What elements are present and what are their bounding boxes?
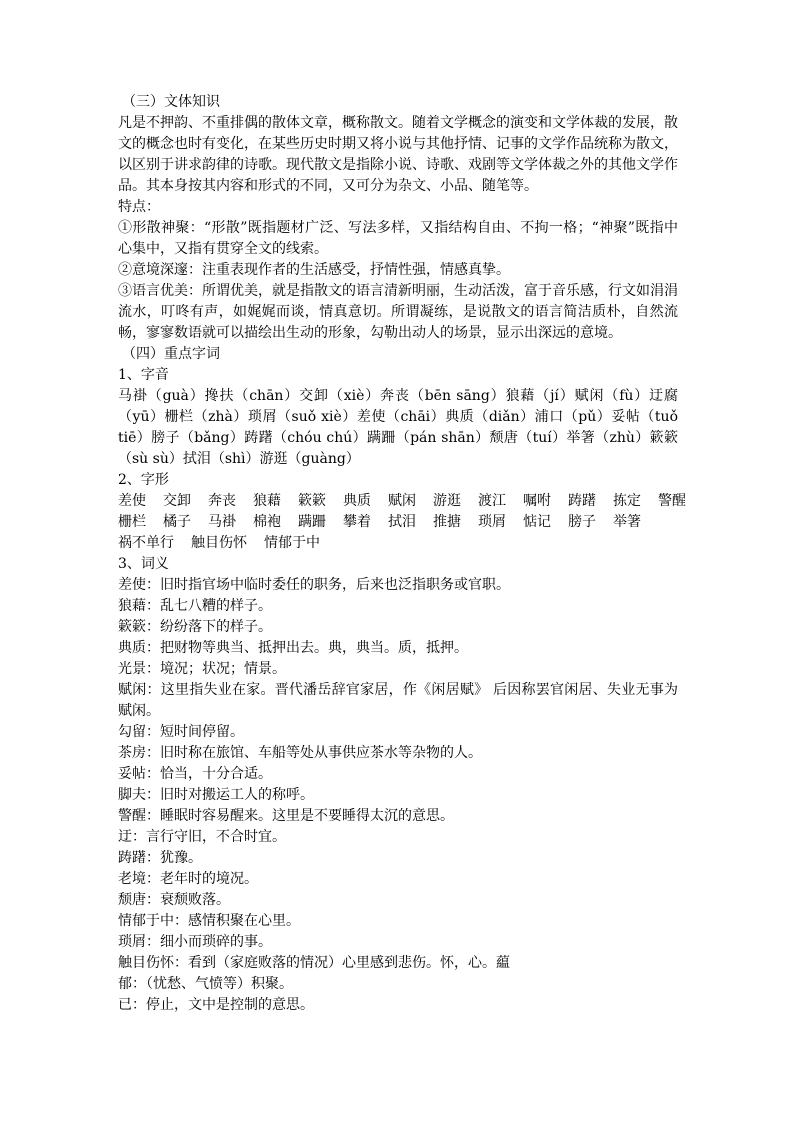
section-heading-genre: （三）文体知识 xyxy=(122,94,220,110)
character-word: 簌簌 xyxy=(298,493,326,509)
character-word: 蹒跚 xyxy=(298,514,326,530)
character-idiom: 祸不单行 xyxy=(118,535,174,551)
character-word: 狼藉 xyxy=(253,493,281,509)
feature-2: ②意境深邃：注重表现作者的生活感受，抒情性强，情感真挚。 xyxy=(118,262,510,278)
character-word: 栅栏 xyxy=(118,514,146,530)
character-word: 交卸 xyxy=(163,493,191,509)
character-idiom: 情郁于中 xyxy=(264,535,320,551)
meaning-item: 狼藉：乱七八糟的样子。 xyxy=(118,598,272,614)
meaning-item: 颓唐：衰颓败落。 xyxy=(118,892,230,908)
meaning-item: 典质：把财物等典当、抵押出去。典，典当。质，抵押。 xyxy=(118,640,468,656)
subheading-meanings: 3、词义 xyxy=(118,556,169,572)
character-word: 拭泪 xyxy=(388,514,416,530)
character-word: 举箸 xyxy=(613,514,641,530)
character-word: 橘子 xyxy=(163,514,191,530)
meaning-item: 脚夫：旧时对搬运工人的称呼。 xyxy=(118,787,314,803)
subheading-characters: 2、字形 xyxy=(118,472,169,488)
character-word: 膀子 xyxy=(568,514,596,530)
character-word: 警醒 xyxy=(658,493,686,509)
character-word: 拣定 xyxy=(613,493,641,509)
character-word: 典质 xyxy=(343,493,371,509)
character-word: 渡江 xyxy=(478,493,506,509)
meaning-item: 郁：（忧愁、气愤等）积聚。 xyxy=(118,976,293,992)
meaning-item: 迂：言行守旧，不合时宜。 xyxy=(118,829,286,845)
character-word: 马褂 xyxy=(208,514,236,530)
characters-row-1 xyxy=(118,491,686,512)
character-word: 踌躇 xyxy=(568,493,596,509)
meaning-item: 勾留：短时间停留。 xyxy=(118,724,244,740)
character-idiom: 触目伤怀 xyxy=(191,535,247,551)
meaning-item: 老境：老年时的境况。 xyxy=(118,871,258,887)
meaning-item: 赋闲：这里指失业在家。晋代潘岳辞官家居，作《闲居赋》 后因称罢官闲居、失业无事为赋闲。 xyxy=(118,682,678,719)
character-word: 奔丧 xyxy=(208,493,236,509)
character-word: 差使 xyxy=(118,493,146,509)
character-word: 嘱咐 xyxy=(523,493,551,509)
character-word: 游逛 xyxy=(433,493,461,509)
meaning-item: 妥帖：恰当，十分合适。 xyxy=(118,766,272,782)
character-word: 惦记 xyxy=(523,514,551,530)
character-word: 攀着 xyxy=(343,514,371,530)
meaning-item: 茶房：旧时称在旅馆、车船等处从事供应茶水等杂物的人。 xyxy=(118,745,482,761)
prose-definition-paragraph: 凡是不押韵、不重排偶的散体文章，概称散文。随着文学概念的演变和文学体裁的发展，散文的概念也时有变化，在某些历史时期又将小说与其他抒情、记事的文学作品统称为散文，以区别于讲求韵律的诗歌。现代散文是指除小说、诗歌、戏剧等文学体裁之外的其他文学作品。其本身按其内容和形式的不同，又可分为杂文、小品、随笔等。 xyxy=(118,115,678,194)
document-page xyxy=(118,92,686,1016)
feature-3: ③语言优美：所谓优美，就是指散文的语言清新明丽，生动活泼，富于音乐感，行文如涓涓流水，叮咚有声，如娓娓而谈，情真意切。所谓凝练，是说散文的语言简洁质朴，自然流畅，寥寥数语就可以描绘出生动的形象，勾勒出动人的场景，显示出深远的意境。 xyxy=(118,283,678,341)
meaning-item: 踌躇：犹豫。 xyxy=(118,850,202,866)
meaning-item: 差使：旧时指官场中临时委任的职务，后来也泛指职务或官职。 xyxy=(118,577,510,593)
section-heading-key-words: （四）重点字词 xyxy=(122,346,220,362)
character-word: 琐屑 xyxy=(478,514,506,530)
meaning-item: 琐屑：细小而琐碎的事。 xyxy=(118,934,272,950)
characters-row-2 xyxy=(118,512,678,533)
character-word: 棉袍 xyxy=(253,514,281,530)
meaning-item: 警醒：睡眠时容易醒来。这里是不要睡得太沉的意思。 xyxy=(118,808,454,824)
meaning-item: 触目伤怀：看到（家庭败落的情况）心里感到悲伤。怀，心。藴 xyxy=(118,955,510,971)
meaning-item: 情郁于中：感情积聚在心里。 xyxy=(118,913,300,929)
character-word: 赋闲 xyxy=(388,493,416,509)
pronunciation-list: 马褂（guà）搀扶（chān）交卸（xiè）奔丧（bēn sāng）狼藉（jí）赋闲（fù）迂腐（yū）栅栏（zhà）琐屑（suǒ xiè）差使（chāi）典质（diǎn）浦口（pǔ）妥帖（tuǒ tiē）膀子（bǎng）踌躇（chóu chú）蹒跚（pán shān）颓唐（tuí）举箸（zhù）簌簌（sù sù）拭泪（shì）游逛（guàng） xyxy=(118,388,678,467)
meaning-item: 光景：境况；状况；情景。 xyxy=(118,661,286,677)
meaning-item: 簌簌：纷纷落下的样子。 xyxy=(118,619,272,635)
features-label: 特点： xyxy=(118,199,160,215)
characters-row-3 xyxy=(118,533,678,554)
meaning-item: 已：停止，文中是控制的意思。 xyxy=(118,997,314,1013)
character-word: 推搪 xyxy=(433,514,461,530)
feature-1: ①形散神聚：“形散”既指题材广泛、写法多样，又指结构自由、不拘一格；“神聚”既指中心集中，又指有贯穿全文的线索。 xyxy=(118,220,678,257)
subheading-pronunciation: 1、字音 xyxy=(118,367,169,383)
